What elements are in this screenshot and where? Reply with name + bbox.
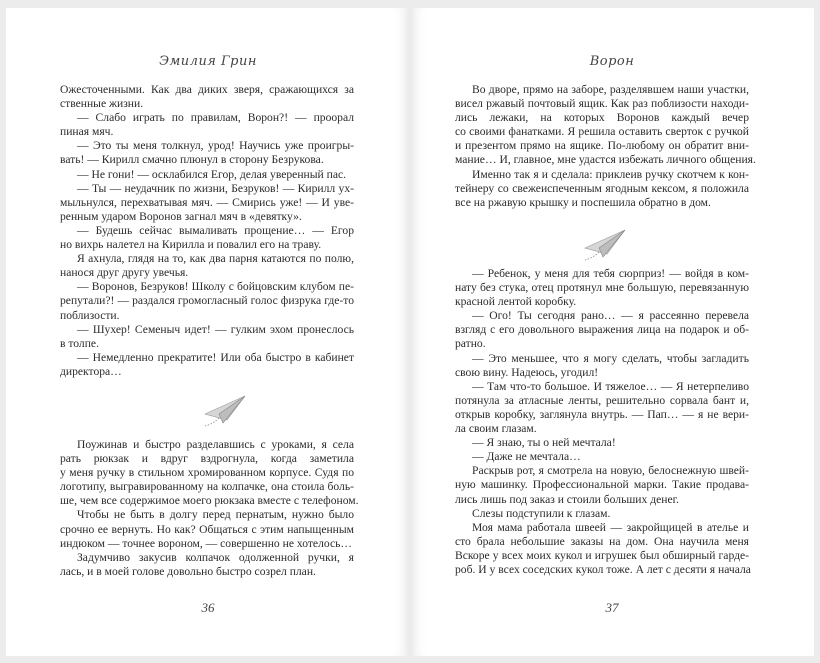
text-line: все на ржавую крышку и поспешила обратно в дом. — [455, 195, 711, 209]
text-line: роб. И у всех соседских кукол тоже. А лет с десяти я начала — [455, 562, 751, 576]
text-line: поблизости. — [60, 308, 120, 322]
text-line: пиная мяч. — [60, 125, 114, 139]
paper-plane-icon — [203, 392, 247, 428]
text-line: висел ржавый почтовый ящик. Как раз поблизости находи- — [455, 97, 749, 111]
text-line: свою вину. Надеюсь, угодил! — [455, 365, 599, 379]
text-line: сто брала небольшие заказы на дом. Она научила меня — [455, 534, 749, 548]
text-line: мыльнулся, перехватывая мяч. — Смирись уже! — И уве- — [60, 195, 354, 209]
paragraph — [60, 551, 354, 579]
paragraph — [60, 438, 359, 508]
text-line: — Это меньшее, что я могу сделать, чтобы загладить — [472, 351, 749, 365]
text-line: взгляд с его довольного выражения лица на подарок и об- — [455, 323, 749, 337]
text-line: Во дворе, прямо на заборе, разделявшем наши участки, — [472, 83, 749, 96]
text-block — [60, 83, 354, 379]
paragraph — [455, 352, 749, 380]
page-number: 37 — [605, 600, 619, 615]
text-line: в толпе. — [60, 336, 99, 350]
text-line: директора… — [60, 364, 122, 378]
text-line: со своими фанатками. Я решила оставить сверток с ручкой — [455, 125, 749, 139]
paragraph — [60, 83, 354, 111]
text-line: — Даже не мечтала… — [472, 450, 581, 464]
text-line: — Ребенок, у меня для тебя сюрприз! — войдя в ком- — [472, 267, 749, 280]
paragraph — [60, 168, 354, 182]
left-page — [6, 8, 410, 656]
text-line: репутали?! — раздался громогласный голос физрука где-то — [60, 294, 354, 308]
text-line: тейнеру со свежеиспеченным ягодным кексом, я положила — [455, 181, 749, 195]
paragraph — [455, 83, 756, 168]
text-line: ственные жизни. — [60, 97, 144, 111]
text-line: лась, и в моей голове довольно быстро созрел план. — [60, 564, 316, 578]
paragraph — [60, 182, 354, 224]
text-line: — Я знаю, ты о ней мечтала! — [472, 436, 616, 450]
paragraph — [60, 252, 354, 280]
paragraph — [455, 309, 749, 351]
paragraph — [455, 507, 749, 521]
paper-plane-icon — [583, 226, 627, 262]
paragraph — [455, 436, 749, 450]
paragraph — [60, 508, 354, 550]
text-line: Слезы подступили к глазам. — [472, 506, 611, 520]
text-line: — Немедленно прекратите! Или оба быстро в кабинет — [77, 350, 354, 364]
paragraph — [455, 168, 749, 210]
text-line: — Будешь сейчас вымаливать прощение… — Егор — [77, 223, 354, 237]
text-line: мание… И, главное, мне удастся избежать личного общения. — [455, 153, 756, 167]
text-line: — Это ты меня толкнул, урод! Научись уже проигры- — [77, 139, 354, 153]
text-line: лись лежаки, на которых Воронов каждый вечер — [455, 111, 749, 125]
text-line: индюком — точнее вороном, — совершенно не хотелось… — [60, 536, 352, 550]
paragraph — [60, 280, 354, 322]
text-line: Именно так я и сделала: приклеив ручку скотчем к кон- — [472, 167, 749, 181]
text-line: открыв коробку, заглянула внутрь. — Пап… — я не вери- — [455, 407, 749, 421]
text-line: — Слабо играть по правилам, Ворон?! — проорал — [77, 111, 354, 125]
text-line: нанося друг другу увечья. — [60, 266, 189, 280]
paragraph — [455, 380, 749, 436]
text-block — [455, 83, 756, 210]
text-line: Раскрыв рот, я смотрела на новую, белоснежную швей- — [472, 464, 749, 478]
text-line: Вскоре у всех моих кукол и игрушек был обширный гарде- — [455, 548, 749, 562]
text-block — [455, 267, 749, 577]
text-line: логотипу, выгравированному на колпачке, она стоила боль- — [60, 480, 354, 494]
text-line: — Там что-то большое. И тяжелое… — Я нетерпеливо — [472, 379, 749, 393]
text-line: — Шухер! Семеныч идет! — гулким эхом пронеслось — [77, 322, 354, 336]
text-line: у меня ручку в стильном хромированном корпусе. Судя по — [60, 466, 354, 480]
paragraph — [60, 224, 354, 252]
right-page — [410, 8, 814, 656]
paragraph — [60, 351, 354, 379]
text-line: потянула за атласные ленты, решительно сорвала бант и, — [455, 393, 749, 407]
text-line: нату без стука, отец протянул мне большую, перевязанную — [455, 281, 749, 295]
paragraph — [60, 323, 354, 351]
text-line: — Ты — неудачник по жизни, Безруков! — Кирилл ух- — [77, 181, 354, 195]
text-line: Задумчиво закусив колпачок одолженной ручки, я — [77, 550, 354, 564]
paragraph — [455, 464, 749, 506]
text-line: Я ахнула, глядя на то, как два парня катаются по полю, — [77, 252, 354, 266]
text-line: Поужинав и быстро разделавшись с уроками, я села — [77, 438, 354, 451]
paragraph — [60, 139, 354, 167]
text-line: и презентом прямо на ящике. По-любому он обратит вни- — [455, 139, 749, 153]
text-line: ратно. — [455, 337, 486, 351]
text-line: но вихрь налетел на Кирилла и повалил его на траву. — [60, 238, 322, 252]
text-line: красной лентой коробку. — [455, 295, 577, 309]
paragraph — [60, 111, 354, 139]
text-line: рать рюкзак и вдруг вздрогнула, когда заметила — [60, 452, 354, 466]
text-line: Ожесточенными. Как два диких зверя, сражающихся за — [60, 83, 354, 96]
text-line: ную машинку. Профессиональной марки. Такие продава- — [455, 478, 749, 492]
paragraph — [455, 521, 749, 577]
paragraph — [455, 450, 749, 464]
text-line: Чтобы не быть в долгу перед пернатым, нужно было — [77, 508, 354, 522]
text-line: Моя мама работала швеей — закройщицей в ателье и — [472, 520, 749, 534]
running-header-title: Ворон — [589, 54, 635, 69]
text-line: лись лишь под заказ и стоили больших денег. — [455, 492, 679, 506]
running-header-author: Эмилия Грин — [159, 54, 257, 69]
text-line: вать! — Кирилл смачно плюнул в сторону Безрукова. — [60, 153, 324, 167]
page-number: 36 — [201, 600, 215, 615]
text-line: ше, чем все содержимое моего рюкзака вместе с телефоном. — [60, 494, 359, 508]
text-line: ла своим глазам. — [455, 422, 537, 436]
text-line: — Не гони! — осклабился Егор, делая уверенный пас. — [77, 167, 347, 181]
text-block — [60, 438, 359, 579]
paragraph — [455, 267, 749, 309]
text-line: — Воронов, Безруков! Школу с бойцовским клубом пе- — [77, 280, 354, 294]
text-line: ренным ударом Воронов загнал мяч в «девятку». — [60, 209, 302, 223]
text-line: — Ого! Ты сегодня рано… — я рассеянно перевела — [472, 309, 749, 323]
text-line: срочно ее вернуть. Но как? Общаться с этим напыщенным — [60, 522, 354, 536]
